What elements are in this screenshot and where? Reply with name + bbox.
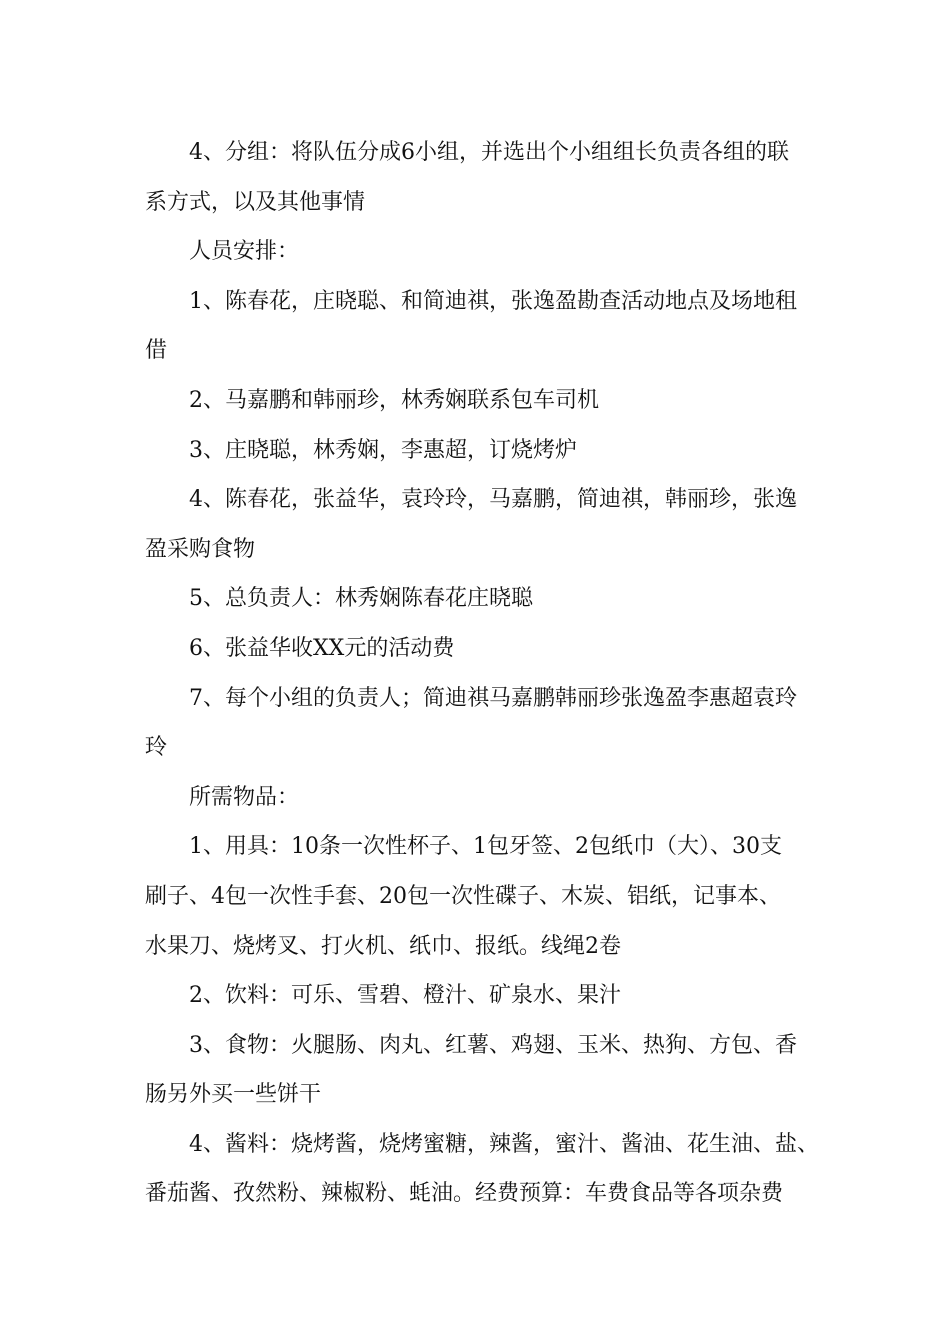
- text-line: 7、每个小组的负责人；简迪祺马嘉鹏韩丽珍张逸盈李惠超袁玲: [189, 685, 797, 711]
- heading-staff-arrangement: [145, 227, 835, 277]
- text-line: 2、马嘉鹏和韩丽珍，林秀娴联系包车司机: [189, 387, 599, 413]
- text-line: 1、陈春花，庄晓聪、和简迪祺，张逸盈勘查活动地点及场地租: [189, 288, 797, 314]
- text-line: 玲: [145, 735, 168, 761]
- text-line: 4、分组：将队伍分成6小组，并选出个小组组长负责各组的联: [189, 140, 789, 165]
- text-line: 系方式，以及其他事情: [145, 189, 366, 215]
- text-line: 水果刀、烧烤叉、打火机、纸巾、报纸。线绳2卷: [145, 933, 621, 959]
- paragraph-staff-5: [145, 574, 835, 624]
- paragraph-items-3: [145, 1021, 835, 1120]
- text-line: 5、总负责人：林秀娴陈春花庄晓聪: [189, 586, 533, 612]
- text-line: 盈采购食物: [145, 536, 256, 562]
- paragraph-staff-1: [145, 277, 835, 376]
- text-line: 3、食物：火腿肠、肉丸、红薯、鸡翅、玉米、热狗、方包、香: [189, 1032, 797, 1058]
- text-line: 借: [145, 338, 168, 364]
- text-line: 6、张益华收XX元的活动费: [189, 635, 455, 661]
- heading-required-items: [145, 773, 835, 823]
- text-line: 4、陈春花，张益华，袁玲玲，马嘉鹏，简迪祺，韩丽珍，张逸: [189, 487, 797, 513]
- text-line: 4、酱料：烧烤酱，烧烤蜜糖，辣酱，蜜汁、酱油、花生油、盐、: [189, 1131, 819, 1157]
- paragraph-items-4: [145, 1120, 835, 1219]
- text-line: 刷子、4包一次性手套、20包一次性碟子、木炭、铝纸，记事本、: [145, 883, 781, 909]
- text-line: 3、庄晓聪，林秀娴，李惠超，订烧烤炉: [189, 437, 577, 463]
- paragraph-staff-6: [145, 624, 835, 674]
- text-line: 1、用具：10条一次性杯子、1包牙签、2包纸巾（大）、30支: [189, 834, 782, 860]
- text-line: 肠另外买一些饼干: [145, 1082, 322, 1108]
- document-body: [145, 128, 835, 1219]
- text-line: 人员安排：: [189, 239, 300, 265]
- text-line: 番茄酱、孜然粉、辣椒粉、蚝油。经费预算：车费食品等各项杂费: [145, 1181, 784, 1207]
- paragraph-grouping: [145, 128, 835, 227]
- paragraph-items-2: [145, 971, 835, 1021]
- paragraph-staff-4: [145, 475, 835, 574]
- text-line: 2、饮料：可乐、雪碧、橙汁、矿泉水、果汁: [189, 983, 621, 1009]
- paragraph-staff-7: [145, 674, 835, 773]
- paragraph-items-1: [145, 822, 835, 971]
- paragraph-staff-3: [145, 426, 835, 476]
- text-line: 所需物品：: [189, 784, 300, 810]
- paragraph-staff-2: [145, 376, 835, 426]
